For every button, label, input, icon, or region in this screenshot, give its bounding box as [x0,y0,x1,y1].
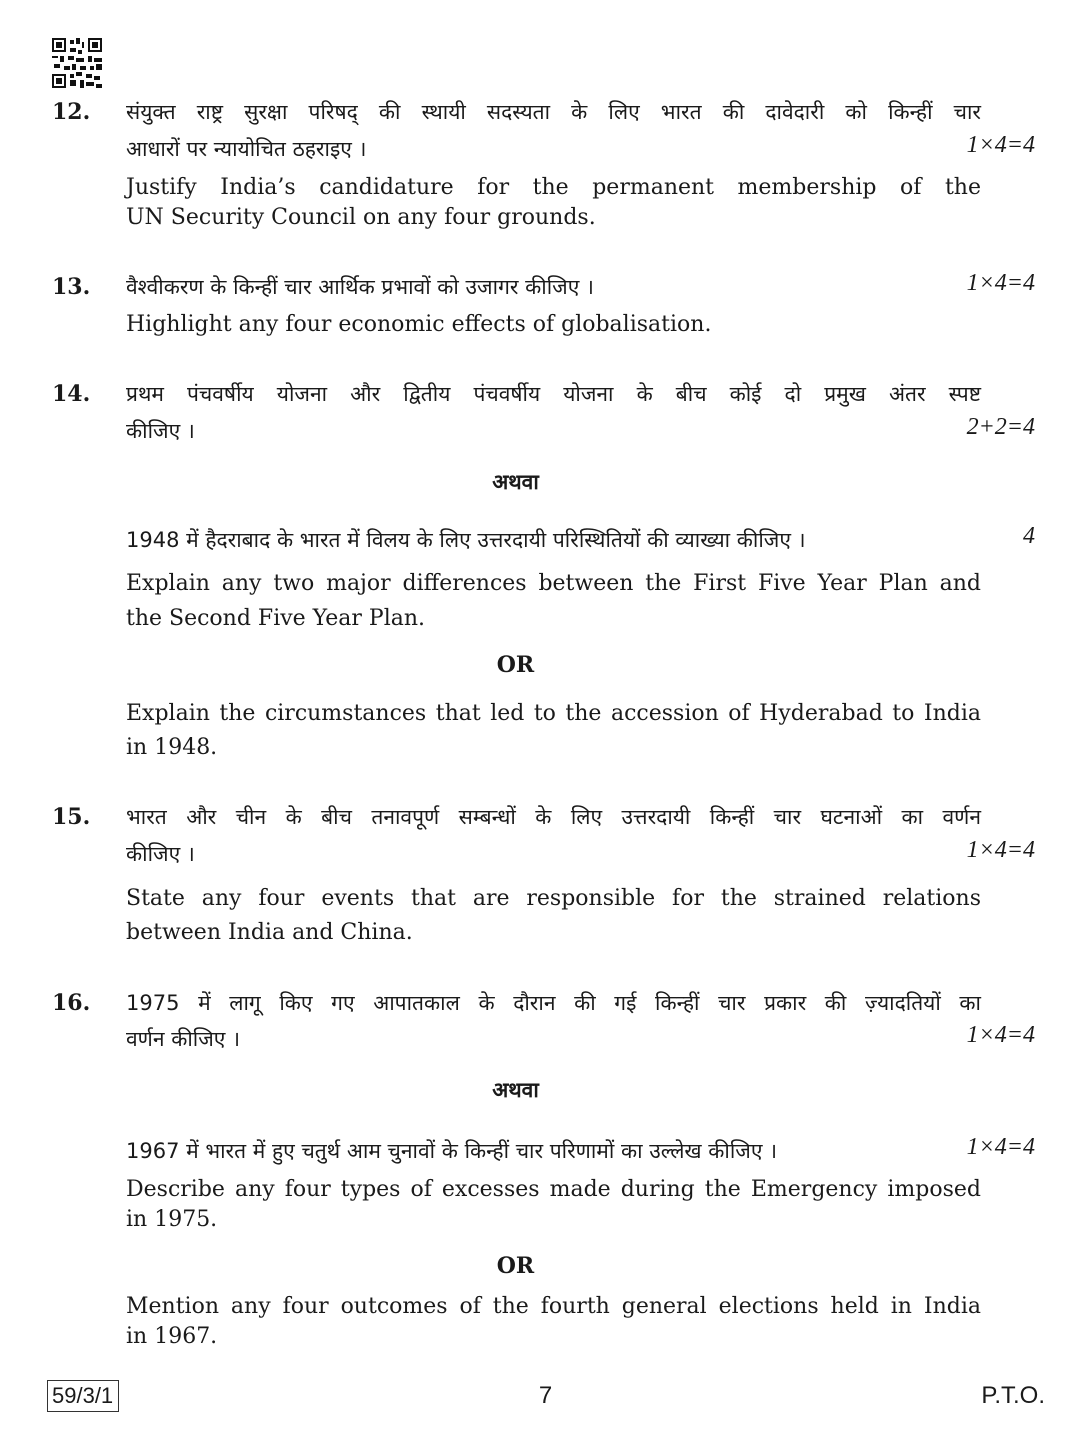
question-hindi-line: 1975 में लागू किए गए आपातकाल के दौरान की गई किन्हीं चार प्रकार की ज़्यादतियों का [126,991,981,1015]
alternative-question-hindi: 1948 में हैदराबाद के भारत में विलय के लिए उत्तरदायी परिस्थितियों की व्याख्या कीजिए । [126,528,806,552]
or-divider-hindi: अथवा [492,1078,539,1102]
question-hindi-line: कीजिए । [126,842,195,866]
question-number: 13. [52,274,91,300]
question-marks: 2+2=4 [966,414,1035,440]
question-marks: 1×4=4 [966,270,1035,296]
alternative-question-marks: 1×4=4 [966,1134,1035,1160]
or-divider-english: OR [496,1253,535,1279]
pto-label: P.T.O. [981,1382,1045,1409]
alternative-question-english: in 1967. [126,1324,218,1349]
paper-code-text: 59/3/1 [52,1383,114,1408]
question-number: 14. [52,381,91,407]
question-hindi-line: भारत और चीन के बीच तनावपूर्ण सम्बन्धों के लिए उत्तरदायी किन्हीं चार घटनाओं का वर्णन [126,805,981,829]
or-divider-hindi: अथवा [492,470,539,494]
question-english-line: Justify India’s candidature for the permanent membership of the [126,175,981,200]
question-hindi-line: वैश्वीकरण के किन्हीं चार आर्थिक प्रभावों को उजागर कीजिए । [126,275,595,299]
question-english-line: State any four events that are responsible for the strained relations [126,886,981,911]
question-marks: 1×4=4 [966,132,1035,158]
question-english-line: Explain any two major differences between the First Five Year Plan and [126,571,981,596]
question-hindi-line: कीजिए । [126,419,195,443]
question-number: 12. [52,99,91,125]
question-hindi-line: आधारों पर न्यायोचित ठहराइए । [126,137,367,161]
question-number: 15. [52,804,91,830]
alternative-question-hindi: 1967 में भारत में हुए चतुर्थ आम चुनावों के किन्हीं चार परिणामों का उल्लेख कीजिए । [126,1139,778,1163]
question-hindi-line: प्रथम पंचवर्षीय योजना और द्वितीय पंचवर्षीय योजना के बीच कोई दो प्रमुख अंतर स्पष्ट [126,382,981,406]
question-hindi-line: वर्णन कीजिए । [126,1027,241,1051]
question-hindi-line: संयुक्त राष्ट्र सुरक्षा परिषद् की स्थायी सदस्यता के लिए भारत की दावेदारी को किन्हीं चार [126,100,981,124]
question-english-line: Describe any four types of excesses made during the Emergency imposed [126,1177,981,1202]
qr-code [52,38,102,88]
question-number: 16. [52,990,91,1016]
question-english-line: UN Security Council on any four grounds. [126,205,596,230]
alternative-question-english: in 1948. [126,735,218,760]
question-english-line: Highlight any four economic effects of globalisation. [126,312,712,337]
question-marks: 1×4=4 [966,1022,1035,1048]
page-number: 7 [538,1382,553,1409]
alternative-question-marks: 4 [1023,523,1035,549]
question-english-line: the Second Five Year Plan. [126,606,426,631]
alternative-question-english: Mention any four outcomes of the fourth general elections held in India [126,1294,981,1319]
question-english-line: between India and China. [126,920,413,945]
question-marks: 1×4=4 [966,837,1035,863]
alternative-question-english: Explain the circumstances that led to the accession of Hyderabad to India [126,701,981,726]
question-english-line: in 1975. [126,1207,218,1232]
or-divider-english: OR [496,652,535,678]
